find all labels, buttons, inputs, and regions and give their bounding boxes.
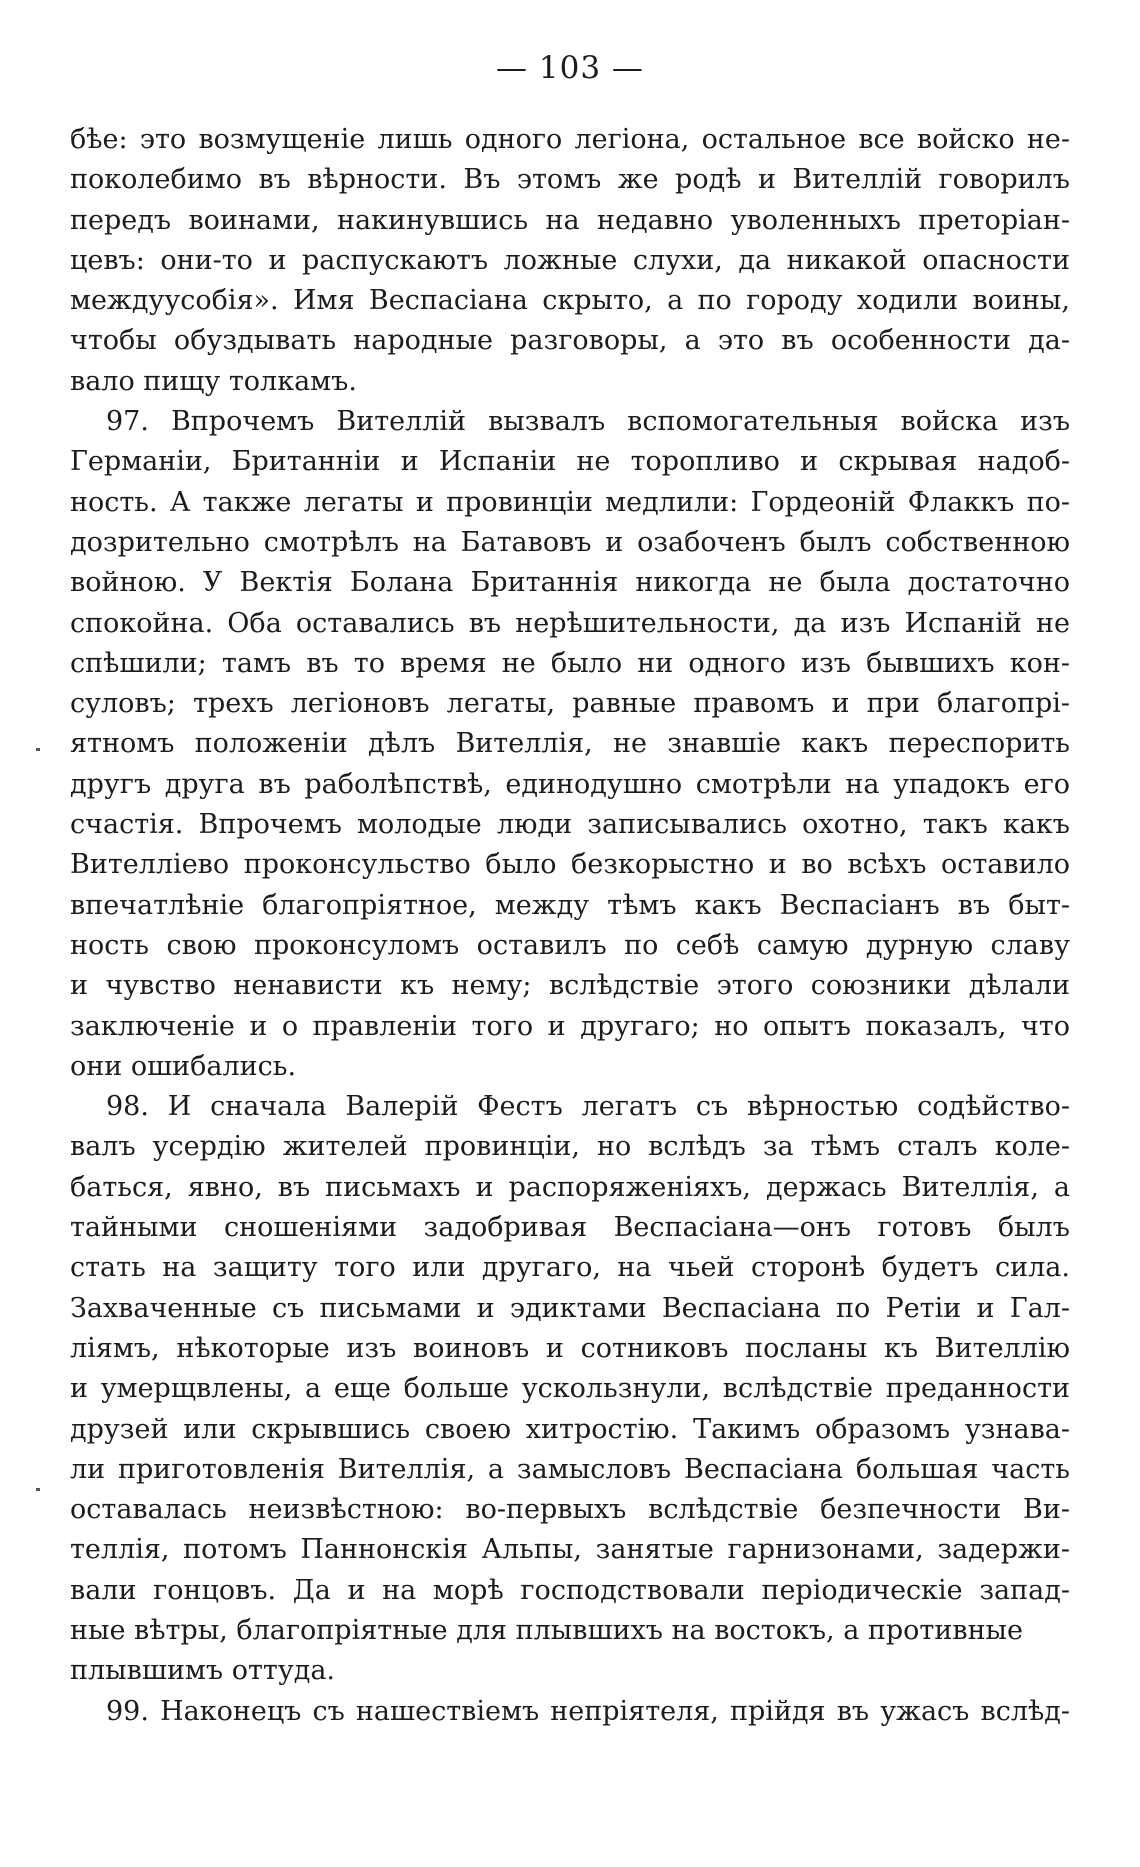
text-line: баться, явно, въ письмахъ и распоряженіяхъ, держась Вителлія, а: [70, 1171, 1070, 1203]
text-line: валъ усердію жителей провинціи, но вслѣдъ за тѣмъ сталъ коле-: [70, 1131, 1070, 1163]
text-line: они ошибались.: [70, 1050, 297, 1082]
text-line: впечатлѣніе благопріятное, между тѣмъ какъ Веспасіанъ въ быт-: [70, 889, 1070, 921]
margin-mark: [36, 748, 40, 751]
text-line: стать на защиту того или другаго, на чьей сторонѣ будетъ сила.: [70, 1252, 1070, 1284]
paragraph-98-start: 98. И сначала Валерій Фестъ легатъ съ вѣрностью содѣйство-: [106, 1091, 1070, 1123]
body-text: [70, 120, 1070, 1840]
text-line: и чувство ненависти къ нему; вслѣдствіе этого союзники дѣлали: [70, 970, 1070, 1002]
text-line: другъ друга въ раболѣпствѣ, единодушно смотрѣли на упадокъ его: [70, 768, 1070, 800]
text-line: передъ воинами, накинувшись на недавно уволенныхъ преторіан-: [70, 204, 1070, 236]
text-line: ліямъ, нѣкоторые изъ воиновъ и сотниковъ посланы къ Вителлію: [70, 1332, 1070, 1364]
text-line: Захваченные съ письмами и эдиктами Веспасіана по Ретіи и Гал-: [70, 1292, 1070, 1324]
text-line: тайными сношеніями задобривая Веспасіана—онъ готовъ былъ: [70, 1212, 1070, 1244]
text-line: друзей или скрывшись своею хитростію. Такимъ образомъ узнава-: [70, 1413, 1070, 1445]
text-line: вали гонцовъ. Да и на морѣ господствовали періодическіе запад-: [70, 1574, 1070, 1606]
text-line: оставалась неизвѣстною: во-первыхъ вслѣдствіе безпечности Ви-: [70, 1494, 1070, 1526]
page-number: — 103 —: [496, 50, 644, 86]
text-line: спѣшили; тамъ въ то время не было ни одного изъ бывшихъ кон-: [70, 647, 1070, 679]
text-line: дозрительно смотрѣлъ на Батавовъ и озабоченъ былъ собственною: [70, 526, 1070, 558]
text-line: теллія, потомъ Паннонскія Альпы, занятые гарнизонами, задержи-: [70, 1534, 1070, 1566]
text-line: вало пищу толкамъ.: [70, 365, 357, 397]
text-line: спокойна. Оба оставались въ нерѣшительности, да изъ Испаній не: [70, 607, 1070, 639]
paragraph-99-start: 99. Наконецъ съ нашествіемъ непріятеля, прійдя въ ужасъ вслѣд-: [106, 1695, 1070, 1727]
text-line: ность. А также легаты и провинціи медлили: Гордеоній Флаккъ по-: [70, 486, 1070, 518]
text-line: бѣе: это возмущеніе лишь одного легіона, остальное все войско не-: [70, 124, 1070, 155]
text-line: и умерщвлены, а еще больше ускользнули, вслѣдствіе преданности: [70, 1373, 1070, 1405]
margin-mark: [36, 1488, 40, 1491]
text-line: заключеніе и о правленіи того и другаго; но опытъ показалъ, что: [70, 1010, 1070, 1042]
paragraph-97-start: 97. Впрочемъ Вителлій вызвалъ вспомогательныя войска изъ: [106, 406, 1070, 438]
text-line: ные вѣтры, благопріятные для плывшихъ на востокъ, а противные плывшимъ оттуда.: [70, 1614, 1024, 1687]
text-line: ли приготовленія Вителлія, а замысловъ Веспасіана большая часть: [70, 1453, 1070, 1485]
text-line: поколебимо въ вѣрности. Въ этомъ же родѣ и Вителлій говорилъ: [70, 164, 1070, 196]
text-line: ятномъ положеніи дѣлъ Вителлія, не знавшіе какъ переспорить: [70, 728, 1070, 760]
text-line: суловъ; трехъ легіоновъ легаты, равные правомъ и при благопрі-: [70, 688, 1070, 720]
text-line: чтобы обуздывать народные разговоры, а это въ особенности да-: [70, 325, 1070, 357]
text-line: Германіи, Британніи и Испаніи не торопливо и скрывая надоб-: [70, 446, 1070, 478]
text-line: ность свою проконсуломъ оставилъ по себѣ самую дурную славу: [70, 929, 1070, 961]
text-line: междуусобія». Имя Веспасіана скрыто, а по городу ходили воины,: [70, 285, 1070, 317]
text-line: войною. У Вектія Болана Британнія никогда не была достаточно: [70, 567, 1070, 599]
text-line: цевъ: они-то и распускаютъ ложные слухи, да никакой опасности: [70, 244, 1070, 276]
text-line: счастія. Впрочемъ молодые люди записывались охотно, такъ какъ: [70, 809, 1070, 841]
text-line: Вителліево проконсульство было безкорыстно и во всѣхъ оставило: [70, 849, 1070, 881]
